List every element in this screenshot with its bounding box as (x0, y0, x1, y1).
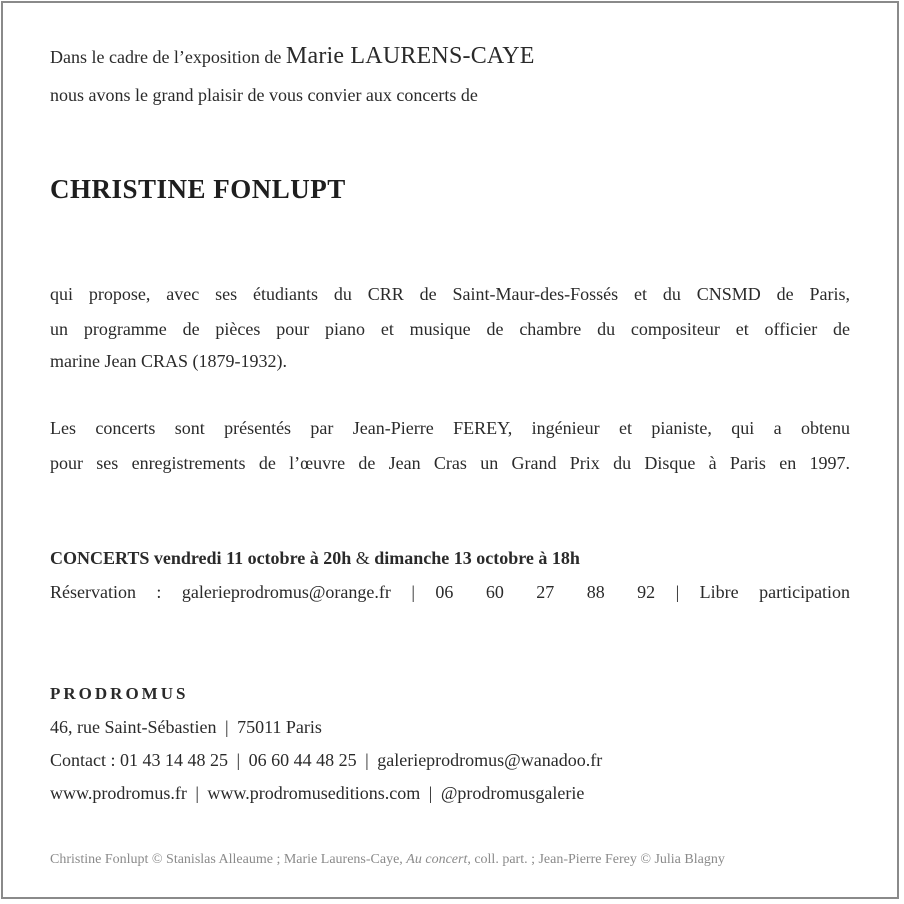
intro-line-2: nous avons le grand plaisir de vous convier aux concerts de (50, 85, 478, 105)
headline: CHRISTINE FONLUPT (50, 174, 346, 204)
reservation-label: Réservation : (50, 582, 162, 602)
intro-prefix: Dans le cadre de l’exposition de (50, 47, 282, 67)
website-link-1[interactable]: www.prodromus.fr (50, 783, 187, 803)
photo-credits (50, 852, 725, 868)
concert-date-2: dimanche 13 octobre à 18h (374, 548, 580, 568)
paragraph1-line-1: qui propose, avec ses étudiants du CRR de Saint-Maur-des-Fossés et du CNSMD de Paris, (50, 284, 850, 304)
website-link-2[interactable]: www.prodromuseditions.com (207, 783, 421, 803)
contact-phone-1: 01 43 14 48 25 (120, 750, 228, 770)
social-handle[interactable]: @prodromusgalerie (440, 783, 585, 803)
reservation-line (50, 581, 850, 603)
paragraph2-line-1: Les concerts sont présentés par Jean-Pierre FEREY, ingénieur et pianiste, qui a obtenu (50, 418, 850, 438)
concert-ampersand: & (355, 548, 370, 568)
gallery-web (50, 782, 584, 804)
credits-part-2: , coll. part. ; Jean-Pierre Ferey © Julia Blagny (467, 852, 725, 867)
concert-date-1: CONCERTS vendredi 11 octobre à 20h (50, 548, 352, 568)
paragraph2-line-2: pour ses enregistrements de l’œuvre de Jean Cras un Grand Prix du Disque à Paris en 1997. (50, 453, 850, 473)
credits-part-1: Christine Fonlupt © Stanislas Alleaume ; Marie Laurens-Caye, (50, 852, 403, 867)
address-separator: | (224, 717, 229, 737)
reservation-email[interactable]: galerieprodromus@orange.fr (181, 582, 391, 602)
address-street: 46, rue Saint-Sébastien (50, 717, 217, 737)
paragraph1-line-2: un programme de pièces pour piano et musique de chambre du compositeur et officier de (50, 319, 850, 339)
paragraph1-line-3: marine Jean CRAS (1879-1932). (50, 351, 287, 371)
reservation-phone: 06 60 27 88 92 (435, 582, 656, 602)
contact-email[interactable]: galerieprodromus@wanadoo.fr (377, 750, 603, 770)
reservation-separator-2: | (675, 582, 680, 602)
reservation-separator-1: | (411, 582, 415, 602)
web-separator-2: | (428, 783, 433, 803)
gallery-contact (50, 749, 602, 771)
address-city: 75011 Paris (237, 717, 322, 737)
intro-line-1 (50, 45, 535, 68)
contact-separator-1: | (236, 750, 241, 770)
artist-name: Marie LAURENS-CAYE (285, 43, 535, 69)
contact-separator-2: | (365, 750, 369, 770)
contact-phone-2: 06 60 44 48 25 (248, 750, 357, 770)
credits-artwork-title: Au concert (406, 852, 468, 867)
gallery-address (50, 716, 322, 738)
web-separator-1: | (195, 783, 199, 803)
participation-note: Libre participation (699, 582, 851, 602)
gallery-name: PRODROMUS (50, 684, 189, 703)
contact-label: Contact : (50, 750, 116, 770)
concerts-dates (50, 547, 580, 569)
